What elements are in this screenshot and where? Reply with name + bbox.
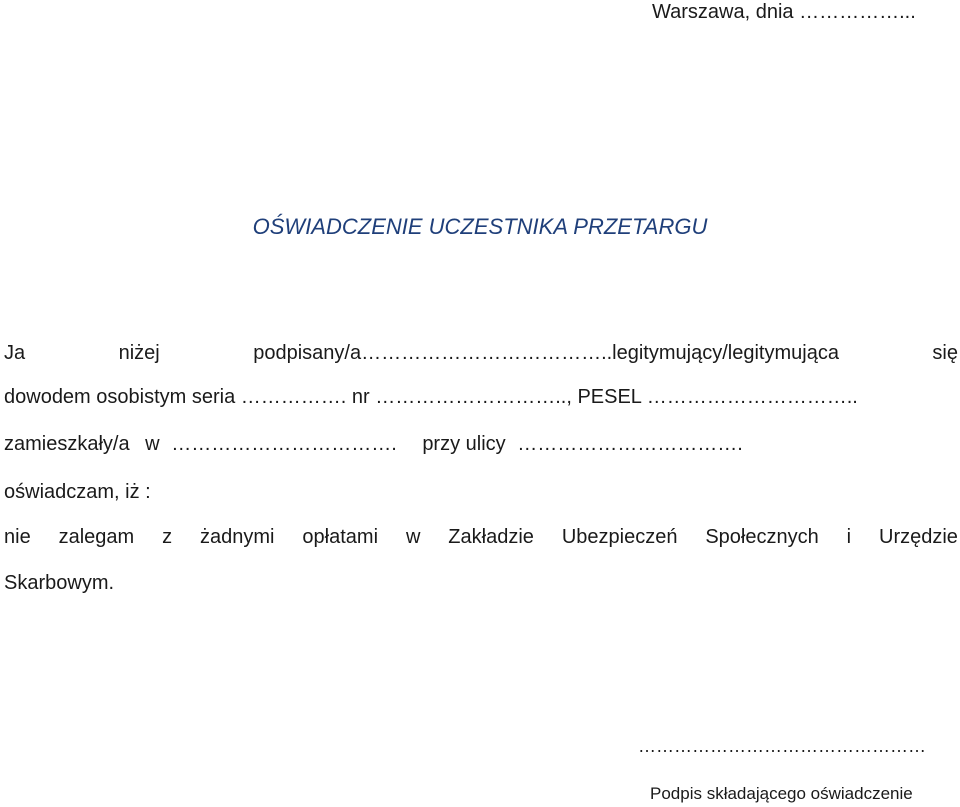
- word: w: [405, 526, 421, 548]
- word: niżej: [118, 342, 160, 364]
- word: …………………………….: [517, 433, 743, 455]
- word: nie: [4, 526, 31, 548]
- word: Ja: [4, 342, 26, 364]
- word: się: [932, 342, 958, 364]
- word: opłatami: [302, 526, 379, 548]
- document-title: OŚWIADCZENIE UCZESTNIKA PRZETARGU: [252, 214, 708, 239]
- word: podpisany/a………………………………..legitymujący/legitymująca: [253, 342, 839, 364]
- word: z: [162, 526, 173, 548]
- declaration-statement-end: Skarbowym.: [4, 572, 115, 594]
- word: zalegam: [58, 526, 135, 548]
- word: i: [846, 526, 852, 548]
- word: zamieszkały/a: [4, 433, 130, 455]
- signature-caption: Podpis składającego oświadczenie: [650, 784, 913, 803]
- declaration-statement: [4, 524, 958, 550]
- signature-line: …………………………………………: [638, 736, 926, 756]
- word: przy ulicy: [422, 433, 506, 455]
- id-document-line: dowodem osobistym seria ……………. nr ……………………….., PESEL …………………………..: [4, 386, 858, 408]
- word: …………………………….: [171, 433, 397, 455]
- word: Urzędzie: [879, 526, 958, 548]
- word: Ubezpieczeń: [561, 526, 678, 548]
- declaration-intro: oświadczam, iż :: [4, 481, 151, 503]
- word: w: [145, 433, 160, 455]
- address-line: [4, 431, 958, 457]
- word: Społecznych: [705, 526, 819, 548]
- word: Zakładzie: [448, 526, 534, 548]
- word: żadnymi: [200, 526, 275, 548]
- declarant-line: [4, 340, 958, 366]
- place-and-date: Warszawa, dnia ……………...: [652, 1, 916, 23]
